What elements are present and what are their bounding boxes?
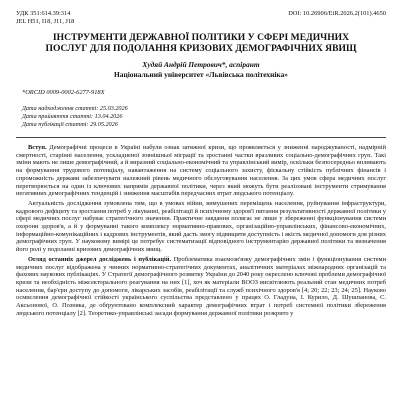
title-line-1: ІНСТРУМЕНТИ ДЕРЖАВНОЇ ПОЛІТИКИ У СФЕРІ МЕДИЧНИХ	[52, 32, 350, 43]
intro-paragraph	[16, 144, 386, 198]
relevance-paragraph: Актуальність дослідження зумовлена тим, що в умовах війни, вимушених переміщень населення, руйнування інфраструктури, кадрового дефіциту та зростання потреб у лікуванні, реабілітації й психічному здоров'ї питання результативності державної політики у сфері медичних послуг набуває стратегічного значення. Практичне завдання полягає не лише у збереженні функціонування системи охорони здоров'я, а й у формуванні такого комплексу нормативно-правових, організаційно-управлінських, фінансово-економічних, інформаційно-комунікаційних і кадрових інструментів, який дасть змогу підвищити доступність і якість медичної допомоги для різних демографічних груп. У науковому вимірі це потребує систематизації відповідного інструментарію державної політики та визначення його ролі у подоланні кризових демографічних явищ.	[16, 199, 386, 254]
affiliation: Національний університет «Львівська політехніка»	[114, 70, 288, 79]
doi[interactable]: DOI: 10.26906/EiR.2026.2(101).4650	[288, 10, 386, 17]
date-received: Дата надходження статті: 25.03.2026	[22, 105, 128, 112]
jel-code: JEL H51, I18, J11, J18	[16, 18, 75, 25]
date-published: Дата публікації статті: 29.05.2026	[22, 121, 118, 128]
review-paragraph	[16, 256, 386, 318]
review-text: Проблематика взаємозв'язку демографічних змін і функціонування системи медичних послуг відображена у чинних нормативно-стратегічних документах, аналітичних матеріалах міжнародних організацій та фахових наукових публікаціях. У Стратегії демографічного розвитку України до 2040 року окреслено ключові проблеми демографічної кризи та необхідність міжсекторального реагування на них [1], хоч як матеріали ВООЗ висвітлюють реальний стан медичних потреб населення, бар'єри доступу до допомоги, лікарських засобів, реабілітації та служб психічного здоров'я [4; 20; 22; 23; 24; 25]. Науково осмислення демографічної стійкості українського суспільства представлено у працях О. Гладуна, І. Курило, Д. Шушпанова, С. Аксьонової, О. Позняка, де обґрунтовано комплексний характер демографічних втрат і потреб системної політики збереження людського потенціалу [2]. Теоретико-управлінські засади формування державної політики розкрито у	[16, 255, 386, 317]
orcid[interactable]: *ORCID 0009-0002-6277-918X	[22, 89, 105, 96]
date-accepted: Дата прийняття статті: 13.04.2026	[22, 113, 123, 120]
intro-text: Демографічні процеси в Україні набули ознак затяжної кризи, що проявляється у зниженні народжуваності, надмірній смертності, старінні населення, ускладненої зовнішньої міграції та зростанні частки вразливих соціально-демографічних груп. Такі зміни мають не лише демографічний, а й виразний соціально-економічний та управлінський вимір, оскільки безпосередньо впливають на формування трудового потенціалу, навантаження на систему соціального захисту, фіскальну стійкість публічних фінансів і спроможність держави забезпечувати належний рівень медичного обслуговування населення. За цих умов сфера медичних послуг перетворюється на один із ключових напрямів державної політики, через який можуть бути реалізовані інструменти стримування негативних демографічних тенденцій і зниження масштабів передчасних втрат людського потенціалу.	[16, 144, 386, 198]
udc-code: УДК 351:614.39:314	[16, 10, 71, 17]
intro-label: Вступ.	[28, 144, 47, 151]
article-title	[16, 32, 386, 54]
divider	[16, 137, 386, 138]
article-dates	[22, 105, 386, 129]
title-line-2: ПОСЛУГ ДЛЯ ПОДОЛАННЯ КРИЗОВИХ ДЕМОГРАФІЧНИХ ЯВИЩ	[45, 43, 357, 54]
author: Худяй Андрій Петрович*, аспірант	[142, 60, 260, 69]
review-label: Огляд останніх джерел досліджень і публікацій.	[28, 255, 172, 263]
